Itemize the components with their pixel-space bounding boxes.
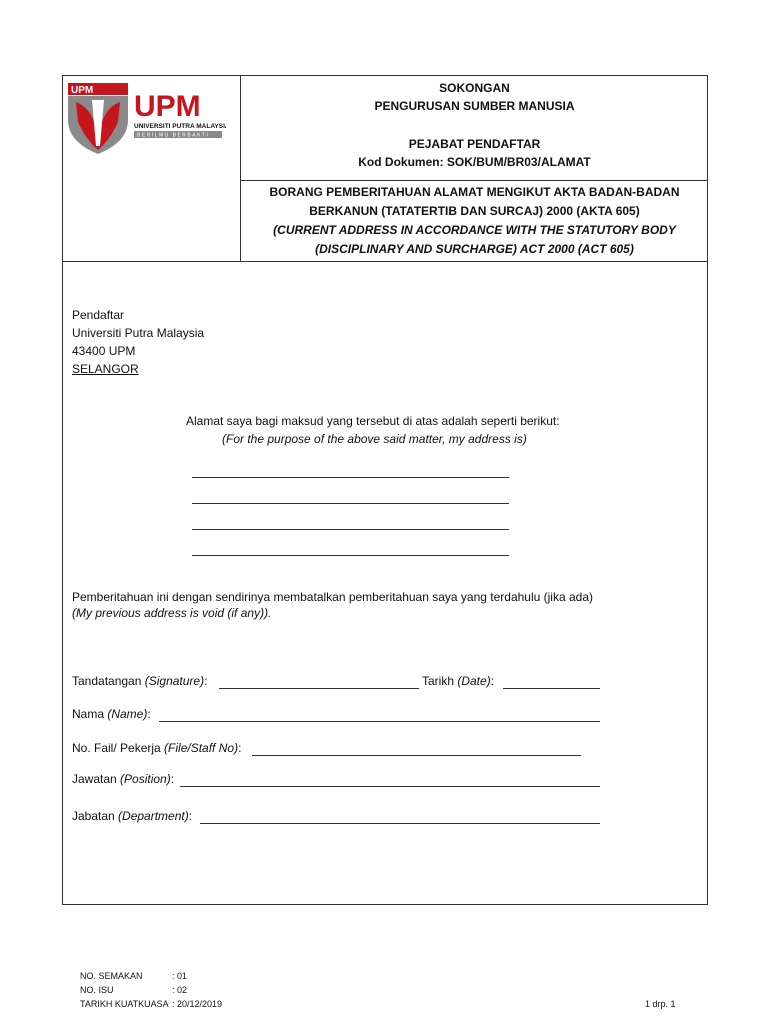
header-line-office: PEJABAT PENDAFTAR [408,137,541,151]
signature-field[interactable] [219,688,419,689]
date-field[interactable] [503,688,600,689]
footer-effective-date: TARIKH KUATKUASA : 20/12/2019 [80,999,223,1009]
header-line-sokongan: SOKONGAN [439,81,510,95]
logo-university-name: UNIVERSITI PUTRA MALAYSIA [134,123,226,130]
form-title-line1: BORANG PEMBERITAHUAN ALAMAT MENGIKUT AKTA BADAN-BADAN [269,185,680,199]
position-field[interactable] [180,786,600,787]
signature-label: Tandatangan (Signature): [72,674,208,688]
address-line3: 43400 UPM [72,344,136,358]
address-line4: SELANGOR [72,362,139,376]
address-blank-line-2[interactable] [192,503,509,504]
department-field[interactable] [200,823,600,824]
file-staff-field[interactable] [252,755,581,756]
logo-badge-text: UPM [71,85,94,96]
logo-wordmark: UPM [134,90,201,123]
statement-english: (For the purpose of the above said matter, my address is) [222,432,527,446]
address-blank-line-3[interactable] [192,529,509,530]
footer-revision: NO. SEMAKAN : 01 [80,971,188,981]
name-field[interactable] [159,721,600,722]
notice-english: (My previous address is void (if any)). [72,606,272,620]
logo-motto: BERILMU BERBAKTI [137,132,210,139]
file-staff-label: No. Fail/ Pekerja (File/Staff No): [72,741,242,755]
position-label: Jawatan (Position): [72,772,175,786]
form-title-line4: (DISCIPLINARY AND SURCHARGE) ACT 2000 (ACT 605) [315,242,634,256]
notice-malay: Pemberitahuan ini dengan sendirinya membatalkan pemberitahuan saya yang terdahulu (jika ada) [72,590,593,604]
header-line-department: PENGURUSAN SUMBER MANUSIA [374,99,575,113]
header-divider-bottom [62,261,708,262]
date-label: Tarikh (Date): [422,674,495,688]
address-line1: Pendaftar [72,308,125,322]
department-label: Jabatan (Department): [72,809,193,823]
name-label: Nama (Name): [72,707,151,721]
form-title-line2: BERKANUN (TATATERTIB DAN SURCAJ) 2000 (AKTA 605) [309,204,640,218]
address-blank-line-1[interactable] [192,477,509,478]
header-divider-mid [240,180,708,181]
address-line2: Universiti Putra Malaysia [72,326,205,340]
footer-issue: NO. ISU : 02 [80,985,188,995]
document-code: Kod Dokumen: SOK/BUM/BR03/ALAMAT [358,155,591,169]
form-title-line3: (CURRENT ADDRESS IN ACCORDANCE WITH THE STATUTORY BODY [273,223,676,237]
upm-logo [66,80,226,158]
statement-malay: Alamat saya bagi maksud yang tersebut di atas adalah seperti berikut: [186,414,560,428]
address-blank-line-4[interactable] [192,555,509,556]
upm-crest-icon [66,80,226,158]
footer-page-number: 1 drp. 1 [645,999,676,1009]
